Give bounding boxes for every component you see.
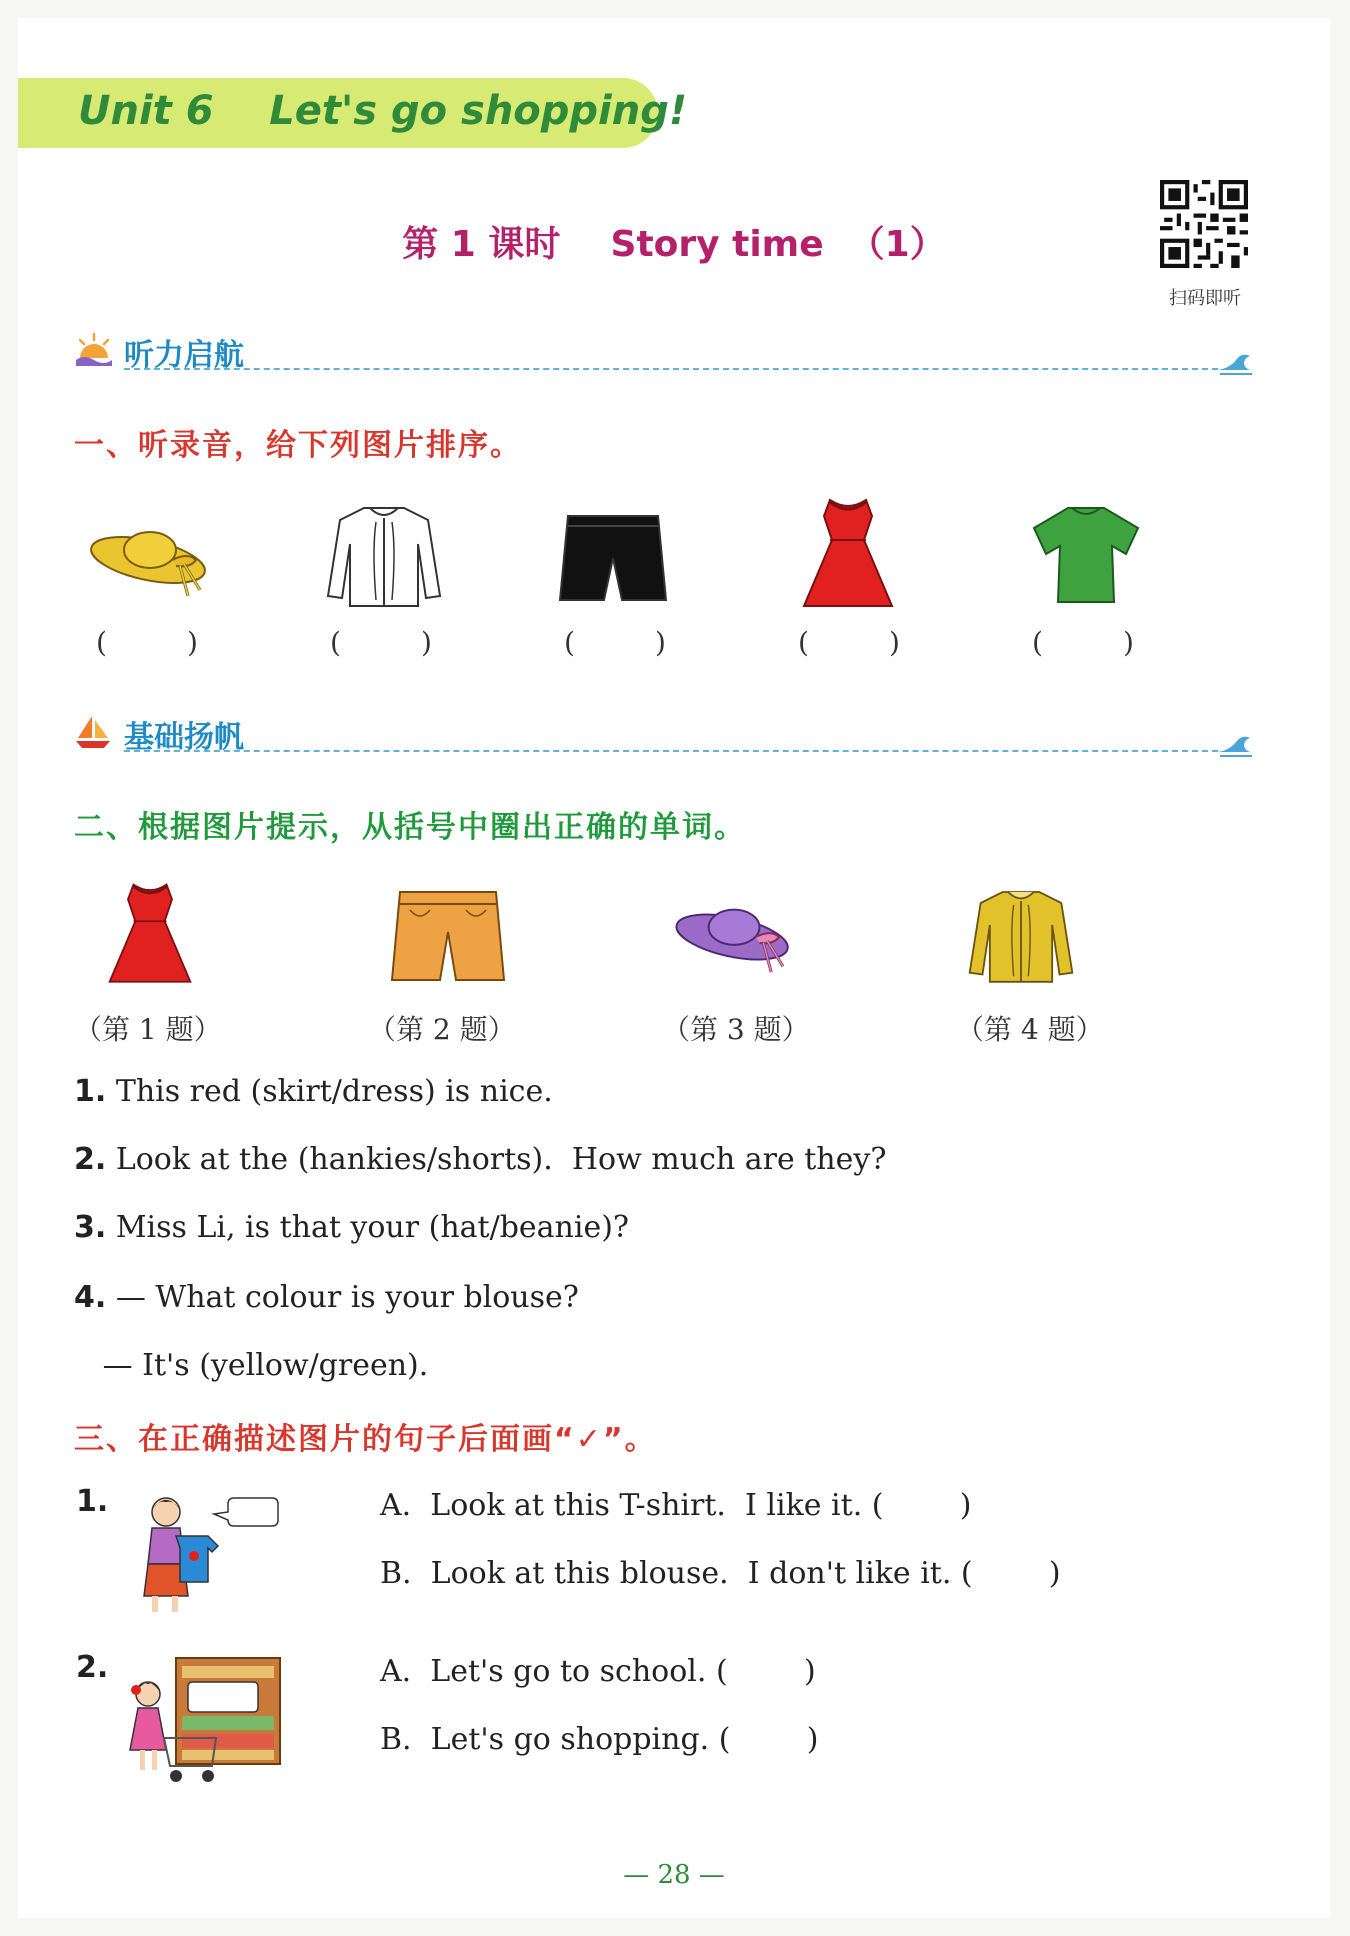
lesson-title: 第 1 课时 Story time （1） [402, 224, 946, 265]
part2-item-4-answer: — It's (yellow/green). [74, 1348, 429, 1383]
part3-q2-option-b[interactable]: B. Let's go shopping. ( ) [380, 1722, 819, 1757]
part2-title: 二、根据图片提示，从括号中圈出正确的单词。 [74, 810, 746, 845]
caption-q2: （第 2 题） [368, 1013, 516, 1046]
red-dress-image [800, 496, 896, 614]
part3-q2-option-a[interactable]: A. Let's go to school. ( ) [380, 1654, 816, 1689]
part3-q1-option-b[interactable]: B. Look at this blouse. I don't like it. ( ) [380, 1556, 1061, 1591]
dashed-divider [124, 750, 1218, 752]
yellow-hat-image [88, 516, 218, 606]
caption-q1: （第 1 题） [74, 1013, 222, 1046]
order-blank-4[interactable]: ( ) [798, 626, 900, 659]
part2-item-2: 2. Look at the (hankies/shorts). How much are they? [74, 1142, 887, 1177]
black-shorts-image [558, 512, 668, 606]
part2-item-1: 1. This red (skirt/dress) is nice. [74, 1074, 553, 1109]
qr-code-icon[interactable] [1160, 180, 1248, 268]
dashed-divider [124, 368, 1218, 370]
worksheet-page [18, 18, 1330, 1918]
part1-title: 一、听录音，给下列图片排序。 [74, 428, 522, 463]
part3-q1-option-a[interactable]: A. Look at this T-shirt. I like it. ( ) [380, 1488, 972, 1523]
section-label-listening: 听力启航 [124, 338, 244, 373]
girl-shopping-image [126, 1654, 286, 1788]
part3-q1-number: 1. [76, 1484, 109, 1519]
order-blank-5[interactable]: ( ) [1032, 626, 1134, 659]
yellow-blouse-image [966, 880, 1076, 992]
order-blank-3[interactable]: ( ) [564, 626, 666, 659]
part3-q2-number: 2. [76, 1650, 109, 1685]
unit-title: Unit 6 Let's go shopping! [78, 88, 688, 134]
part2-item-3: 3. Miss Li, is that your (hat/beanie)? [74, 1210, 630, 1245]
red-dress-image [106, 878, 194, 992]
section-label-basics: 基础扬帆 [124, 720, 244, 755]
section-basics [74, 710, 1254, 754]
green-tshirt-image [1030, 502, 1142, 606]
caption-q4: （第 4 题） [956, 1013, 1104, 1046]
girl-with-tshirt-image [130, 1490, 280, 1618]
order-blank-1[interactable]: ( ) [96, 626, 198, 659]
wave-icon [1216, 350, 1254, 376]
part2-item-4: 4. — What colour is your blouse? [74, 1280, 579, 1315]
sunrise-icon [74, 332, 114, 368]
sailboat-icon [74, 714, 114, 750]
orange-shorts-image [390, 888, 506, 986]
page-number: — 28 — [623, 1860, 725, 1890]
white-blouse-image [324, 500, 444, 612]
wave-icon [1216, 732, 1254, 758]
part3-title: 三、在正确描述图片的句子后面画“✓”。 [74, 1422, 657, 1457]
unit-banner [18, 78, 688, 148]
qr-caption: 扫码即听 [1169, 288, 1241, 309]
purple-hat-image [672, 894, 802, 982]
section-listening [74, 328, 1254, 372]
caption-q3: （第 3 题） [662, 1013, 810, 1046]
order-blank-2[interactable]: ( ) [330, 626, 432, 659]
